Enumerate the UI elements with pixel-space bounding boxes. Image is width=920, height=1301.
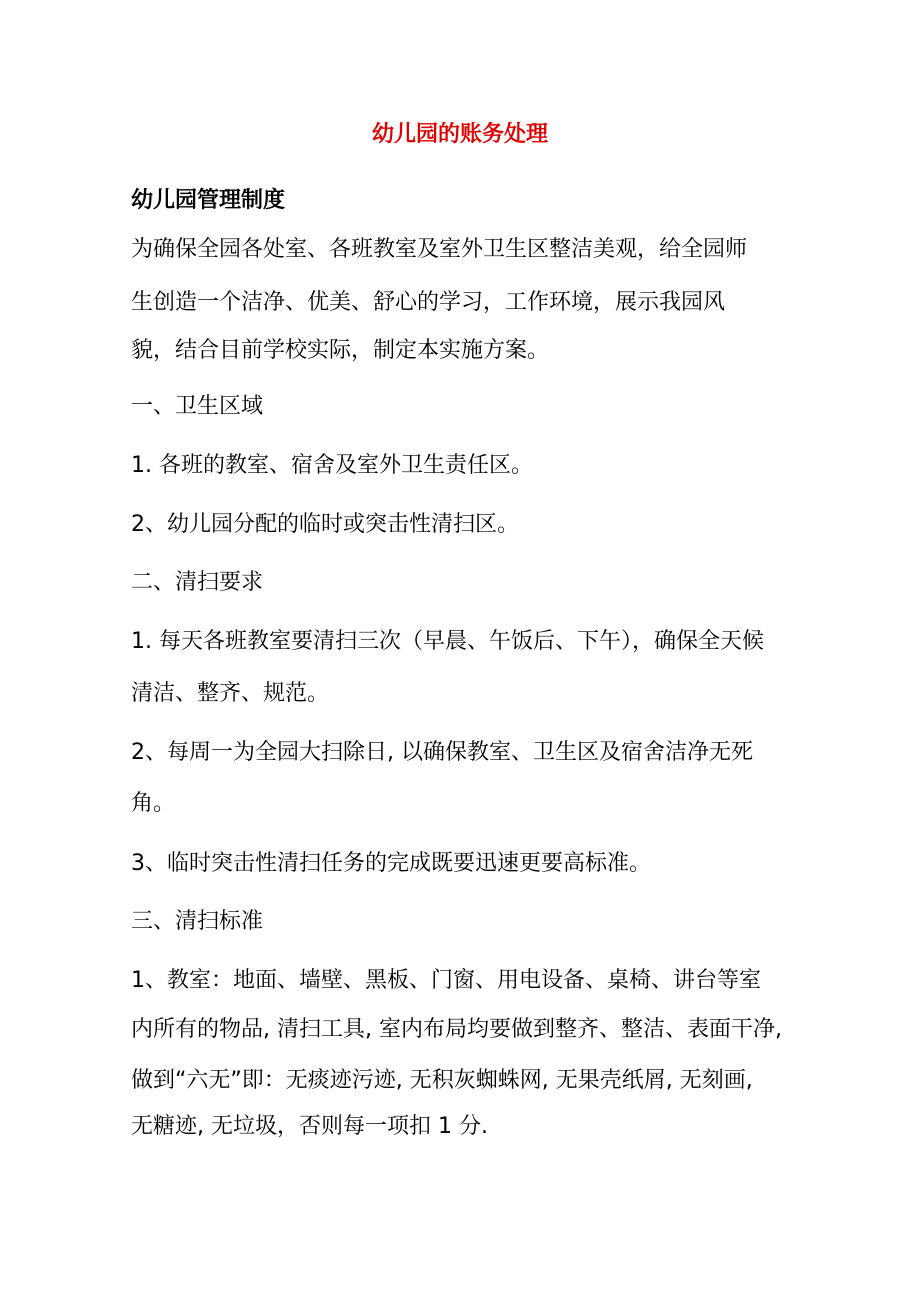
section2-item2-line-2: 角。 — [131, 791, 176, 816]
section1-item-2: 2、幼儿园分配的临时或突击性清扫区。 — [131, 512, 519, 537]
section-heading-management: 幼儿园管理制度 — [131, 188, 286, 213]
section2-item3: 3、临时突击性清扫任务的完成既要迅速更要高标准。 — [131, 851, 651, 876]
intro-line-2: 生创造一个洁净、优美、舒心的学习，工作环境，展示我园风 — [131, 290, 726, 315]
section3-item1-line-3: 做到“六无”即：无痰迹污迹, 无积灰蜘蛛网, 无果壳纸屑, 无刻画, — [131, 1068, 753, 1093]
section2-heading: 二、清扫要求 — [131, 570, 264, 595]
section2-item1-line-2: 清洁、整齐、规范。 — [131, 681, 330, 706]
section3-item1-line-1: 1、教室：地面、墙壁、黑板、门窗、用电设备、桌椅、讲台等室 — [131, 968, 761, 993]
document-title: 幼儿园的账务处理 — [371, 122, 548, 147]
section2-item2-line-1: 2、每周一为全园大扫除日, 以确保教室、卫生区及宿舍洁净无死 — [131, 740, 753, 765]
section3-item1-line-4: 无糖迹, 无垃圾，否则每一项扣 1 分. — [131, 1114, 488, 1139]
section2-item1-line-1: 1. 每天各班教室要清扫三次（早晨、午饭后、下午），确保全天候 — [131, 629, 764, 654]
intro-line-1: 为确保全园各处室、各班教室及室外卫生区整洁美观，给全园师 — [131, 237, 748, 262]
section1-item-1: 1. 各班的教室、宿舍及室外卫生责任区。 — [131, 453, 533, 478]
section3-item1-line-2: 内所有的物品, 清扫工具, 室内布局均要做到整齐、整洁、表面干净, — [131, 1017, 782, 1042]
section1-heading: 一、卫生区域 — [131, 394, 264, 419]
section3-heading: 三、清扫标准 — [131, 909, 264, 934]
intro-line-3: 貌，结合目前学校实际，制定本实施方案。 — [131, 338, 550, 363]
